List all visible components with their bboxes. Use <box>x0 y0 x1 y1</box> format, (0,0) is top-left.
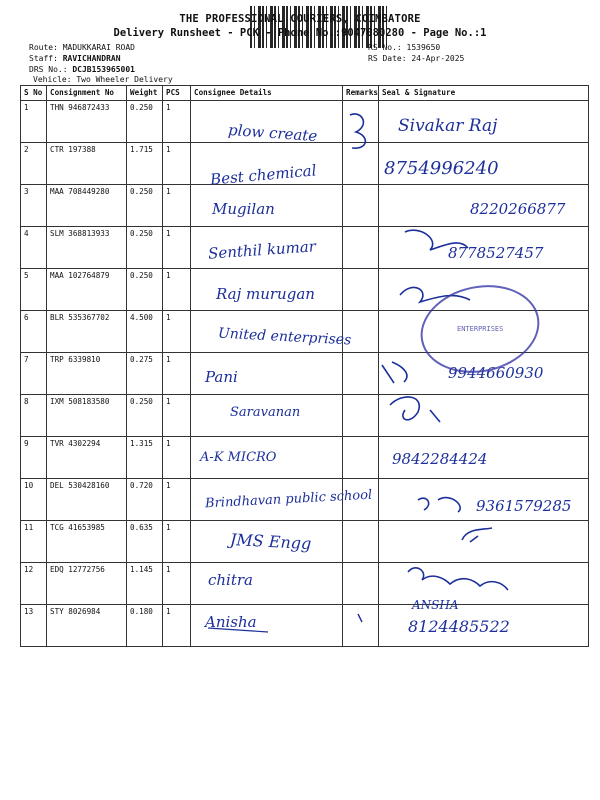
cell-consignment: DEL 530428160 <box>47 479 127 521</box>
handwritten-signature: 8124485522 <box>408 617 510 636</box>
drs-value: DCJB153965001 <box>72 65 135 74</box>
col-weight: Weight <box>127 86 163 101</box>
signature-scribble <box>418 498 460 512</box>
remark-tick <box>358 614 362 622</box>
cell-weight: 0.275 <box>127 353 163 395</box>
signature-scribble <box>462 528 492 542</box>
handwritten-signature: ANSHA <box>412 598 459 612</box>
cell-pcs: 1 <box>163 185 191 227</box>
col-seal-signature: Seal & Signature <box>379 86 589 101</box>
handwritten-name: Raj murugan <box>216 285 315 303</box>
handwritten-signature: Sivakar Raj <box>398 116 498 136</box>
cell-pcs: 1 <box>163 563 191 605</box>
cell-consignment: STY 8026984 <box>47 605 127 647</box>
handwritten-name: Anisha <box>205 613 257 631</box>
cell-weight: 0.720 <box>127 479 163 521</box>
col-pcs: PCS <box>163 86 191 101</box>
cell-weight: 0.250 <box>127 269 163 311</box>
handwritten-name: plow create <box>227 120 318 146</box>
cell-pcs: 1 <box>163 521 191 563</box>
signature-scribble <box>405 230 468 250</box>
cell-consignment: CTR 197388 <box>47 143 127 185</box>
handwritten-name: chitra <box>208 571 253 589</box>
handwritten-name: Best chemical <box>209 161 318 189</box>
col-sno: S No <box>21 86 47 101</box>
cell-sno: 6 <box>21 311 47 353</box>
cell-pcs: 1 <box>163 605 191 647</box>
cell-sno: 4 <box>21 227 47 269</box>
handwritten-signature: 9361579285 <box>476 497 572 515</box>
cell-weight: 1.315 <box>127 437 163 479</box>
company-title: THE PROFESSIONAL COURIERS, COIMBATORE <box>179 13 421 25</box>
cell-consignment: BLR 535367702 <box>47 311 127 353</box>
cell-pcs: 1 <box>163 395 191 437</box>
signature-scribble <box>382 362 407 383</box>
cell-weight: 0.250 <box>127 395 163 437</box>
cell-sno: 10 <box>21 479 47 521</box>
handwritten-name: Saravanan <box>230 405 301 420</box>
handwritten-name: United enterprises <box>217 325 352 349</box>
handwritten-name: JMS Engg <box>229 529 312 554</box>
rs-number: RS No.: 1539650 <box>368 43 441 52</box>
col-remarks: Remarks <box>343 86 379 101</box>
cell-sno: 7 <box>21 353 47 395</box>
cell-pcs: 1 <box>163 311 191 353</box>
signature-scribble <box>390 397 440 422</box>
cell-sno: 13 <box>21 605 47 647</box>
staff-label: Staff: <box>29 54 63 63</box>
handwritten-signature: 9842284424 <box>392 450 488 468</box>
col-consignment: Consignment No <box>47 86 127 101</box>
cell-sno: 2 <box>21 143 47 185</box>
cell-consignment: IXM 508183580 <box>47 395 127 437</box>
cell-pcs: 1 <box>163 227 191 269</box>
signature-scribble <box>408 568 508 590</box>
handwritten-name: Pani <box>205 368 238 386</box>
cell-consignment: SLM 368813933 <box>47 227 127 269</box>
underline-mark <box>208 628 268 632</box>
cell-consignment: MAA 102764879 <box>47 269 127 311</box>
route-line: Route: MADUKKARAI ROAD <box>29 43 135 52</box>
cell-pcs: 1 <box>163 353 191 395</box>
cell-sno: 3 <box>21 185 47 227</box>
cell-pcs: 1 <box>163 479 191 521</box>
cell-consignment: TVR 4302294 <box>47 437 127 479</box>
handwritten-name: Senthil kumar <box>207 237 317 263</box>
handwritten-signature: 8778527457 <box>448 244 544 262</box>
cell-pcs: 1 <box>163 143 191 185</box>
cell-weight: 0.180 <box>127 605 163 647</box>
cell-pcs: 1 <box>163 269 191 311</box>
rs-date: RS Date: 24-Apr-2025 <box>368 54 465 63</box>
cell-consignment: TRP 6339810 <box>47 353 127 395</box>
cell-pcs: 1 <box>163 101 191 143</box>
cell-sno: 12 <box>21 563 47 605</box>
cell-sno: 1 <box>21 101 47 143</box>
cell-consignment: TCG 41653985 <box>47 521 127 563</box>
handwritten-name: A-K MICRO <box>200 450 277 465</box>
cell-weight: 0.250 <box>127 227 163 269</box>
cell-weight: 0.635 <box>127 521 163 563</box>
cell-weight: 0.250 <box>127 101 163 143</box>
cell-consignment: THN 946872433 <box>47 101 127 143</box>
cell-sno: 5 <box>21 269 47 311</box>
handwritten-name: Mugilan <box>212 200 275 218</box>
cell-sno: 8 <box>21 395 47 437</box>
cell-weight: 1.145 <box>127 563 163 605</box>
vehicle-line: Vehicle: Two Wheeler Delivery <box>33 75 173 84</box>
cell-sno: 11 <box>21 521 47 563</box>
cell-pcs: 1 <box>163 437 191 479</box>
brace-mark <box>350 114 365 148</box>
cell-weight: 0.250 <box>127 185 163 227</box>
cell-weight: 4.500 <box>127 311 163 353</box>
handwritten-signature: 8754996240 <box>384 158 499 179</box>
stamp-text: ENTERPRISES <box>456 325 504 334</box>
drs-label: DRS No.: <box>29 65 73 74</box>
staff-value: RAVICHANDRAN <box>62 54 121 63</box>
cell-consignment: EDQ 12772756 <box>47 563 127 605</box>
cell-weight: 1.715 <box>127 143 163 185</box>
handwritten-name: Brindhavan public school <box>204 487 373 512</box>
cell-sno: 9 <box>21 437 47 479</box>
runsheet-title: Delivery Runsheet - PCK - Phone No.:9047080280 - Page No.:1 <box>113 27 487 39</box>
col-consignee: Consignee Details <box>191 86 343 101</box>
handwritten-signature: 9944660930 <box>448 364 544 382</box>
handwritten-signature: 8220266877 <box>470 200 566 218</box>
cell-consignment: MAA 708449280 <box>47 185 127 227</box>
